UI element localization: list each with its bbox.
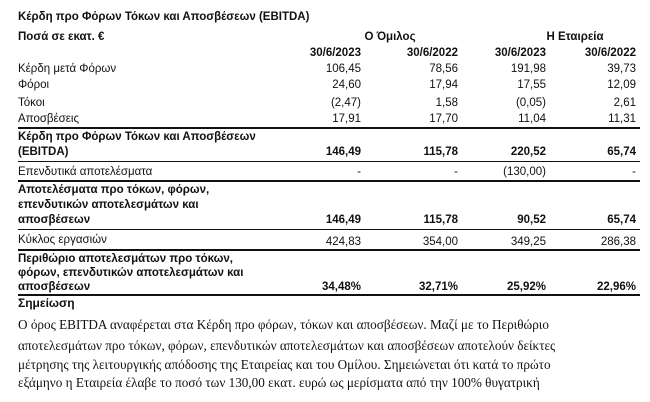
cell: 349,25: [510, 236, 546, 248]
cell: 34,48%: [321, 281, 361, 293]
cell: 1,58: [435, 97, 458, 109]
cell: 17,70: [429, 113, 458, 125]
row-label-results-before-3: αποσβέσεων: [18, 214, 91, 226]
cell: 354,00: [422, 236, 458, 248]
table-title: Κέρδη προ Φόρων Τόκων και Αποσβέσεων (EBITDA): [18, 11, 310, 23]
cell: 78,56: [429, 63, 458, 75]
divider: [18, 127, 640, 129]
row-label-margin-3: αποσβέσεων: [18, 281, 91, 293]
cell: 65,74: [607, 146, 636, 158]
cell: 22,96%: [596, 281, 636, 293]
row-label-margin: Περιθώριο αποτελεσμάτων προ τόκων,: [18, 253, 233, 265]
row-label-ebitda: Κέρδη προ Φόρων Τόκων και Αποσβέσεων: [18, 131, 256, 143]
cell: 146,49: [325, 214, 361, 226]
cell: 2,61: [613, 97, 636, 109]
cell: 115,78: [423, 146, 458, 158]
divider: [18, 180, 640, 182]
cell: -: [357, 166, 361, 178]
row-label-profit-after-tax: Κέρδη μετά Φόρων: [18, 63, 117, 75]
row-label-taxes: Φόροι: [18, 79, 50, 91]
cell: 286,38: [600, 236, 636, 248]
note-line: μέτρησης της λειτουργικής απόδοσης της Εταιρείας και του Ομίλου. Σημειώνεται ότι κατά το πρώτο: [18, 357, 551, 372]
row-label-investment-results: Επενδυτικά αποτελέσματα: [18, 166, 153, 178]
note-line: Ο όρος EBITDA αναφέρεται στα Κέρδη προ φόρων, τόκων και αποσβέσεων. Μαζί με το Περιθώριο: [18, 317, 549, 332]
row-label-turnover: Κύκλος εργασιών: [18, 234, 107, 246]
date-header-group-2023: 30/6/2023: [309, 47, 361, 59]
row-label-results-before-2: επενδυτικών αποτελεσμάτων και: [18, 199, 199, 211]
note-line: αποτελεσμάτων προ τόκων, φόρων, επενδυτικών αποτελεσμάτων και αποσβέσεων αποτελούν δείκτες: [18, 338, 556, 353]
cell: 65,74: [607, 214, 636, 226]
cell: 17,55: [517, 79, 546, 91]
company-header: Η Εταιρεία: [546, 31, 604, 43]
divider: [18, 294, 640, 296]
divider: [18, 161, 640, 162]
date-header-group-2022: 30/6/2022: [406, 47, 458, 59]
note-line: εξάμηνο η Εταιρεία έλαβε το ποσό των 130,00 εκατ. ευρώ ως μερίσματα από την 100% θυγατρική: [18, 375, 540, 390]
row-label-ebitda-2: (EBITDA): [18, 146, 69, 158]
cell: 146,49: [325, 146, 361, 158]
row-label-margin-2: φόρων, επενδυτικών αποτελεσμάτων και: [18, 267, 244, 279]
cell: 25,92%: [506, 281, 546, 293]
cell: 12,09: [607, 79, 636, 91]
cell: (2,47): [330, 97, 361, 109]
cell: 424,83: [325, 236, 361, 248]
cell: (130,00): [503, 166, 546, 178]
row-label-results-before: Αποτελέσματα προ τόκων, φόρων,: [18, 184, 210, 196]
unit-label: Ποσά σε εκατ. €: [18, 31, 105, 43]
cell: 32,71%: [418, 281, 458, 293]
note-heading: Σημείωση: [18, 296, 75, 310]
cell: -: [454, 166, 458, 178]
row-label-interest: Τόκοι: [18, 97, 45, 109]
cell: 39,73: [607, 63, 636, 75]
cell: 106,45: [325, 63, 361, 75]
cell: 191,98: [510, 63, 546, 75]
cell: 115,78: [423, 214, 458, 226]
cell: (0,05): [515, 97, 546, 109]
cell: 90,52: [517, 214, 546, 226]
cell: 24,60: [332, 79, 361, 91]
cell: 17,94: [429, 79, 458, 91]
date-header-company-2023: 30/6/2023: [494, 47, 546, 59]
cell: 11,31: [608, 113, 636, 125]
divider: [18, 249, 640, 251]
divider: [18, 229, 640, 230]
row-label-depreciation: Αποσβέσεις: [18, 113, 79, 125]
cell: -: [632, 166, 636, 178]
cell: 11,04: [518, 113, 546, 125]
group-header: Ο Όμιλος: [364, 31, 416, 43]
cell: 220,52: [510, 146, 546, 158]
date-header-company-2022: 30/6/2022: [584, 47, 636, 59]
cell: 17,91: [332, 113, 361, 125]
